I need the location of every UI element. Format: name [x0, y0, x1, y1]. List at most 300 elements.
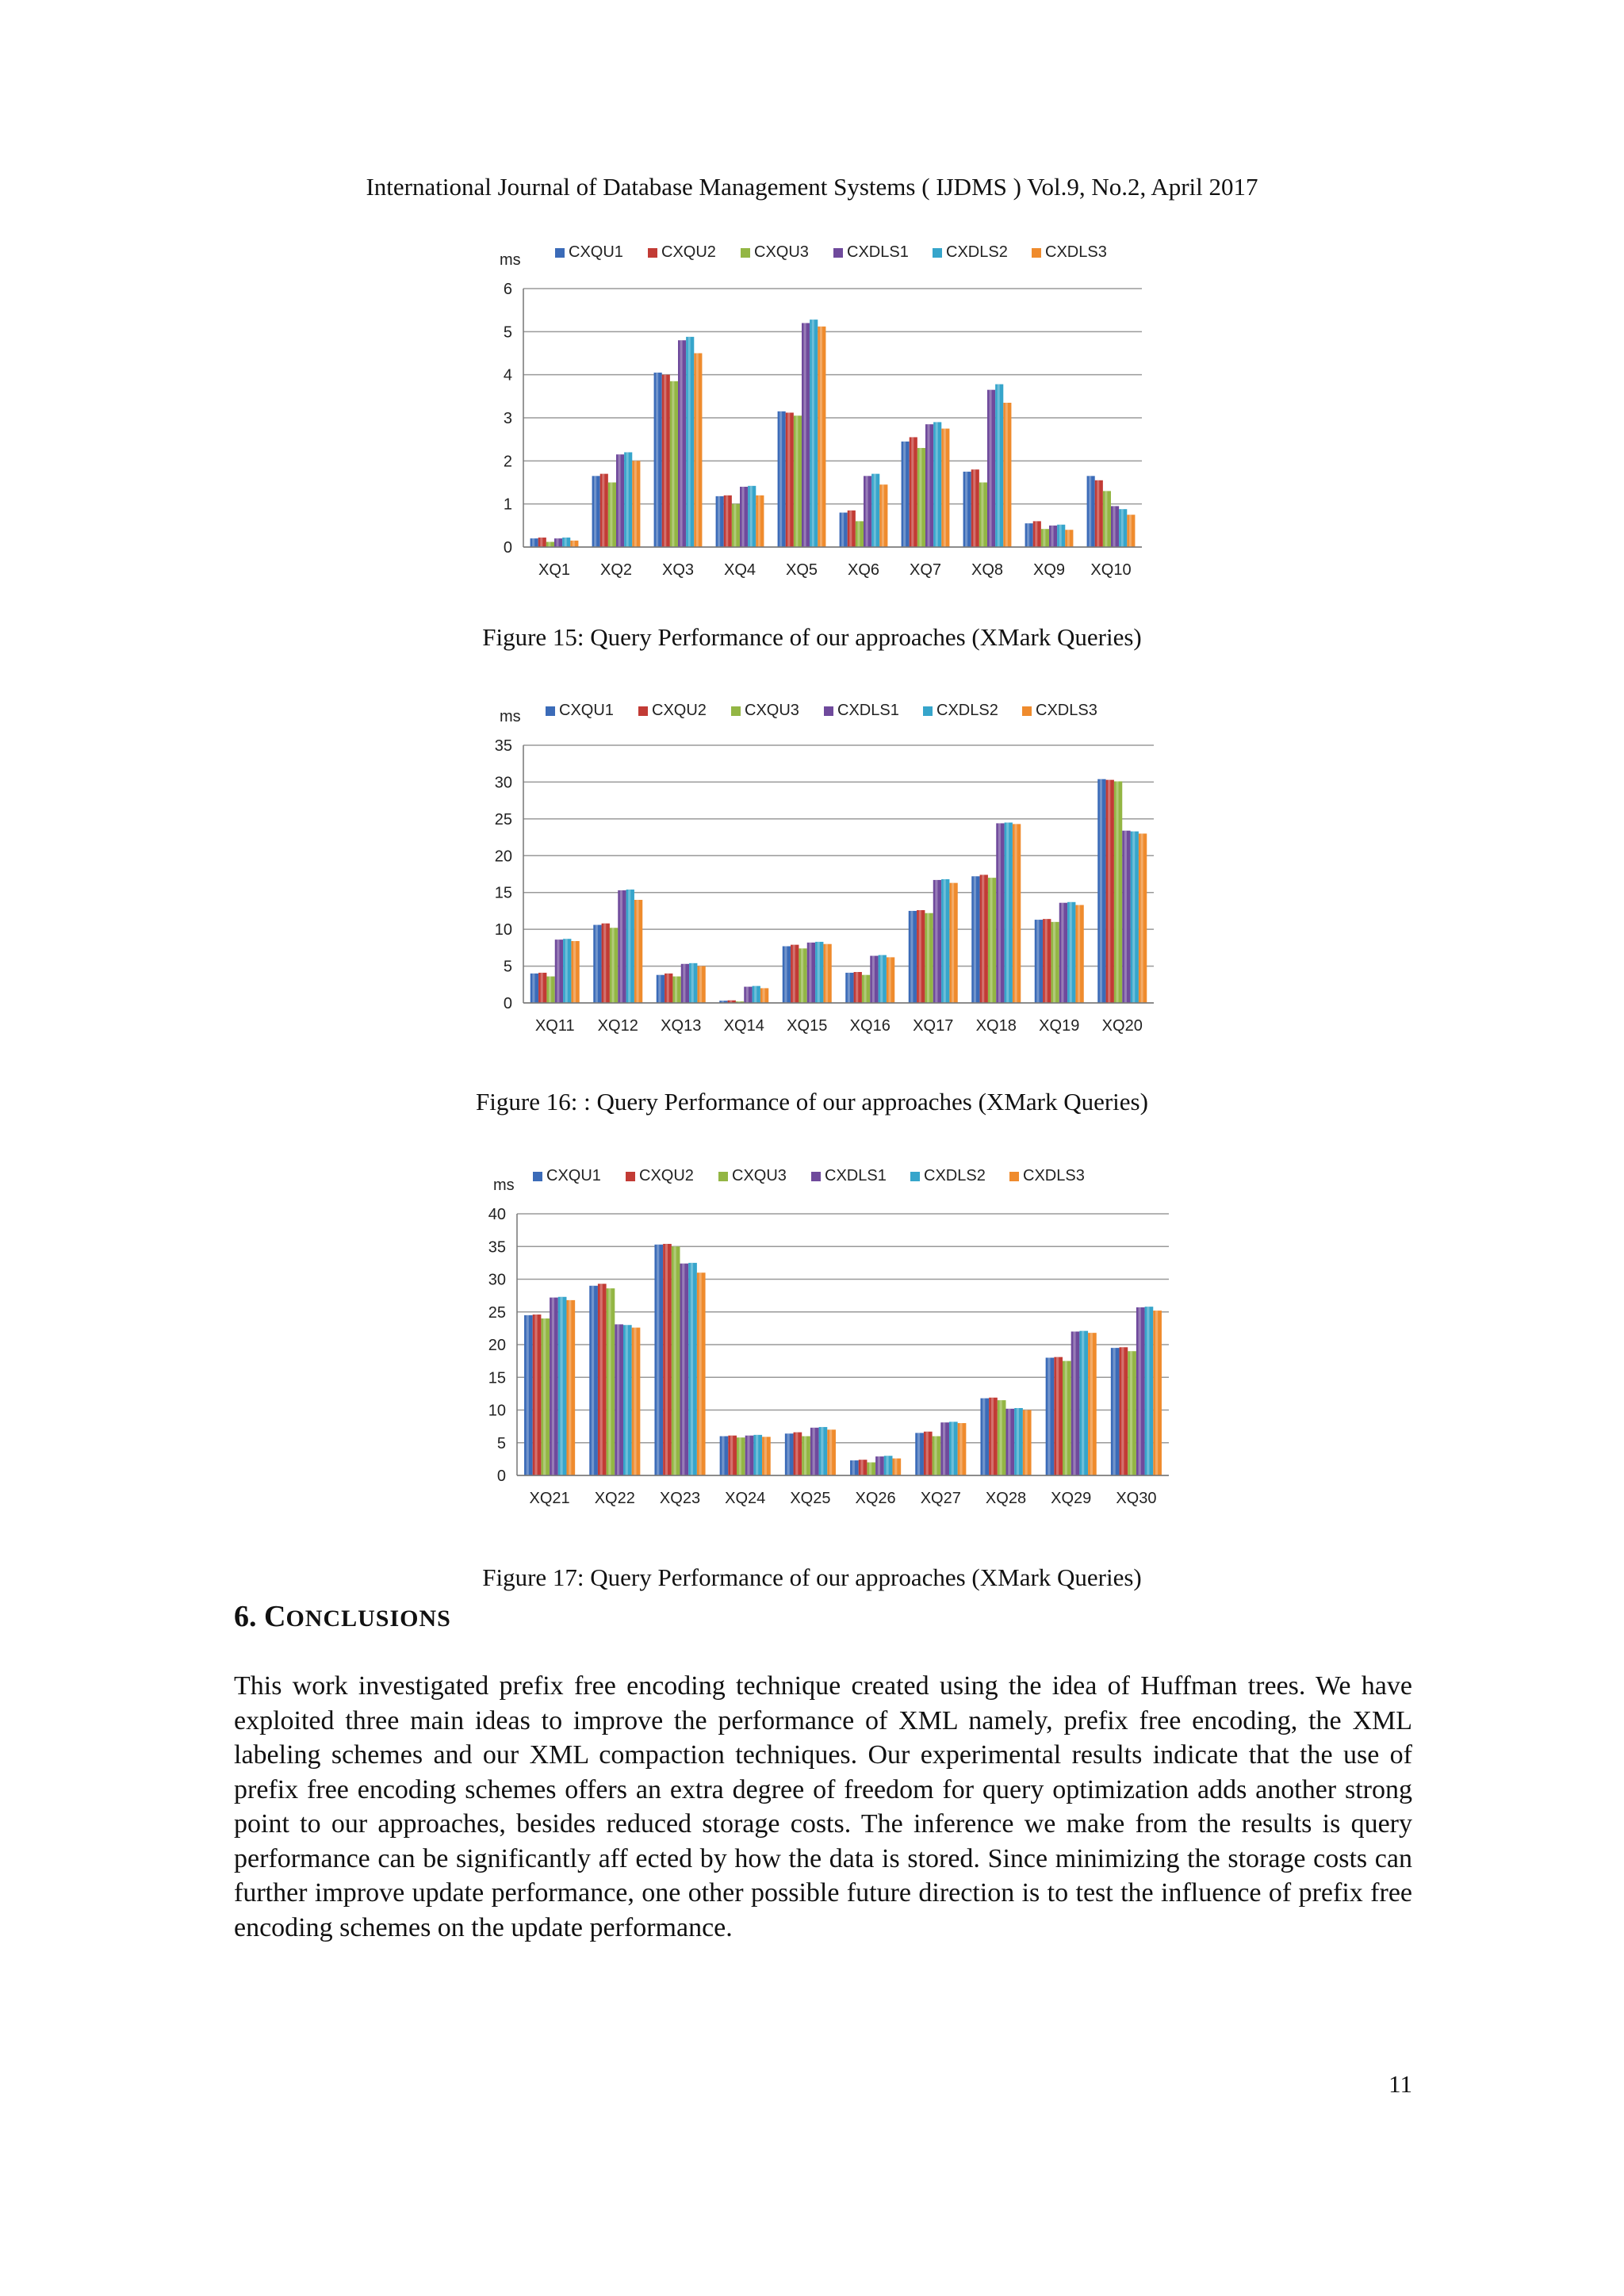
bar [1041, 529, 1049, 547]
legend-swatch [824, 706, 833, 716]
bar-highlight [866, 476, 868, 547]
bar-highlight [1065, 1361, 1067, 1475]
bar-highlight [532, 974, 534, 1003]
bar-highlight [919, 448, 921, 547]
bar-highlight [565, 538, 567, 547]
y-tick-label: 20 [488, 1337, 506, 1354]
bar [538, 973, 546, 1003]
y-axis-label: ms [493, 1177, 515, 1194]
y-tick-label: 25 [488, 1303, 506, 1322]
bar-highlight [917, 1433, 920, 1475]
bar [864, 476, 871, 547]
bar [753, 986, 760, 1003]
bar [971, 469, 979, 547]
bar-highlight [1113, 506, 1116, 547]
bar [818, 327, 825, 547]
bar [530, 538, 538, 547]
bar-highlight [1035, 521, 1037, 547]
bar-highlight [857, 521, 860, 547]
bar-highlight [943, 1422, 945, 1475]
bar-highlight [1027, 523, 1029, 547]
bar [607, 1288, 615, 1475]
bar-highlight [626, 452, 629, 547]
x-tick-label: XQ7 [909, 561, 942, 579]
legend-swatch [626, 1172, 635, 1181]
bar [925, 913, 933, 1003]
x-tick-label: XQ20 [1101, 1017, 1143, 1035]
bar-highlight [1015, 824, 1017, 1003]
bar [740, 487, 748, 547]
figure-15-svg [476, 238, 1158, 595]
bar-highlight [1132, 832, 1135, 1003]
bar-highlight [722, 1437, 724, 1476]
bar [623, 1325, 632, 1475]
bar-highlight [784, 947, 787, 1004]
x-tick-label: XQ1 [538, 561, 571, 579]
bar-highlight [982, 1399, 985, 1475]
bar-highlight [548, 541, 550, 547]
legend-label: CXQU2 [652, 702, 707, 719]
bar [1013, 824, 1021, 1003]
figure-17-caption: Figure 17: Query Performance of our approaches (XMark Queries) [482, 1563, 1142, 1591]
bar-highlight [1090, 1333, 1093, 1475]
legend-label: CXDLS2 [924, 1167, 986, 1184]
bar-highlight [1097, 480, 1099, 547]
bar [941, 429, 949, 547]
bar [562, 538, 570, 547]
bar [555, 939, 563, 1003]
bar-highlight [764, 1437, 767, 1475]
bar [867, 1463, 875, 1476]
bar-highlight [990, 390, 992, 547]
bar [1122, 831, 1130, 1003]
bar-highlight [820, 327, 822, 547]
x-tick-label: XQ24 [725, 1490, 766, 1507]
x-tick-label: XQ9 [1032, 561, 1066, 579]
y-tick-label: 30 [488, 1271, 506, 1289]
bar [917, 910, 925, 1003]
bar [856, 521, 864, 547]
bar-highlight [656, 373, 658, 547]
bar [971, 876, 979, 1003]
y-axis-label: ms [500, 708, 521, 725]
section-title-initial: C [264, 1600, 286, 1633]
legend-label: CXQU3 [732, 1167, 787, 1184]
bar-highlight [927, 913, 929, 1003]
bar-highlight [1073, 1332, 1075, 1476]
figure-15-chart [476, 238, 1158, 595]
bar [570, 541, 578, 547]
bar-highlight [594, 476, 596, 547]
bar [995, 385, 1003, 547]
bar-highlight [880, 955, 883, 1003]
bar-highlight [626, 1325, 628, 1475]
bar [762, 1437, 771, 1475]
bar [871, 474, 879, 547]
bar-highlight [665, 1244, 668, 1475]
x-tick-label: XQ27 [920, 1490, 961, 1507]
bar-highlight [1105, 491, 1107, 547]
bar [778, 411, 786, 547]
bar-highlight [934, 1437, 936, 1476]
bar [1063, 1361, 1071, 1475]
bar [1131, 832, 1139, 1003]
x-tick-label: XQ26 [855, 1490, 896, 1507]
bar [632, 1328, 641, 1475]
bar-highlight [998, 823, 1001, 1003]
bar [902, 442, 910, 547]
bar-highlight [1061, 903, 1063, 1003]
bar-highlight [756, 1435, 758, 1475]
bar-highlight [569, 1300, 571, 1475]
figure-16-svg [476, 694, 1174, 1054]
bar-highlight [673, 1246, 676, 1475]
bar-highlight [1108, 780, 1110, 1003]
bar-highlight [1053, 922, 1055, 1003]
bar-highlight [1100, 779, 1102, 1003]
legend-swatch [1032, 248, 1041, 258]
bar [1051, 922, 1059, 1003]
bar [850, 1460, 859, 1475]
bar-highlight [733, 504, 736, 547]
bar [979, 483, 987, 548]
bar [799, 948, 806, 1003]
bar [524, 1315, 533, 1475]
bar [745, 1436, 754, 1475]
bar [756, 496, 764, 547]
bar [634, 900, 642, 1003]
bar [753, 1435, 762, 1475]
legend-swatch [533, 1172, 542, 1181]
bar [602, 924, 610, 1003]
x-tick-label: XQ22 [594, 1490, 635, 1507]
y-tick-label: 10 [494, 921, 512, 939]
bar-highlight [739, 1437, 741, 1475]
bar-highlight [1130, 1351, 1132, 1475]
bar [598, 1284, 607, 1475]
bar-highlight [1124, 831, 1127, 1003]
bar-highlight [699, 1272, 702, 1475]
y-tick-label: 5 [503, 958, 512, 976]
bar-highlight [935, 880, 937, 1003]
bar-highlight [1006, 823, 1009, 1004]
bar [724, 496, 732, 547]
bar-highlight [812, 320, 814, 547]
bar [1127, 515, 1135, 547]
legend-swatch [1022, 706, 1032, 716]
bar [615, 1324, 623, 1475]
bar-highlight [680, 340, 683, 547]
bar-highlight [634, 461, 637, 547]
bar [1035, 920, 1043, 1003]
bar [665, 974, 672, 1003]
legend-label: CXDLS1 [837, 702, 899, 719]
bar [807, 943, 815, 1003]
bar-highlight [965, 472, 967, 547]
bar [802, 1437, 810, 1476]
bar [794, 1433, 802, 1475]
bar-highlight [532, 538, 534, 547]
bar [879, 955, 887, 1003]
bar-highlight [541, 973, 543, 1003]
bar-highlight [952, 1422, 954, 1475]
bar [1145, 1307, 1154, 1475]
bar [940, 1422, 949, 1475]
legend-swatch [923, 706, 933, 716]
y-tick-label: 4 [503, 366, 512, 385]
bar-highlight [602, 474, 604, 547]
x-tick-label: XQ16 [849, 1017, 891, 1035]
bar [608, 483, 616, 548]
page-number: 11 [1388, 2070, 1412, 2098]
bar-highlight [818, 942, 820, 1003]
bar-highlight [829, 1429, 832, 1475]
bar [910, 437, 917, 547]
bar-highlight [864, 975, 866, 1003]
bar [1023, 1410, 1032, 1476]
bar [744, 987, 752, 1003]
bar-highlight [691, 1263, 693, 1475]
bar-highlight [611, 928, 614, 1003]
bar-highlight [1129, 515, 1132, 547]
bar [1014, 1408, 1023, 1475]
section-heading [234, 1599, 451, 1634]
bar [862, 975, 870, 1003]
bar [949, 883, 957, 1003]
bar [720, 1437, 729, 1476]
bar [933, 880, 941, 1003]
bar [1139, 833, 1147, 1003]
bar [680, 1264, 689, 1475]
bar-highlight [886, 1456, 888, 1475]
x-tick-label: XQ17 [913, 1017, 954, 1035]
bar [1057, 525, 1065, 547]
bar [689, 963, 697, 1003]
bar-highlight [573, 941, 576, 1003]
bar [887, 957, 894, 1003]
bar-highlight [821, 1427, 823, 1475]
bar-highlight [1078, 905, 1080, 1004]
bar-highlight [608, 1288, 611, 1475]
legend-swatch [811, 1172, 821, 1181]
bar-highlight [944, 879, 946, 1003]
bar [1067, 902, 1075, 1003]
bar [566, 1300, 575, 1475]
bar [915, 1433, 924, 1475]
bar-highlight [1155, 1311, 1158, 1475]
bar [1106, 780, 1114, 1003]
legend-label: CXQU3 [745, 702, 799, 719]
legend-label: CXQU3 [754, 243, 809, 261]
bar [600, 474, 608, 547]
legend-swatch [718, 1172, 728, 1181]
legend-swatch [933, 248, 942, 258]
x-tick-label: XQ8 [971, 561, 1004, 579]
bar-highlight [809, 943, 811, 1003]
y-tick-label: 5 [503, 323, 512, 342]
legend-label: CXDLS1 [825, 1167, 887, 1184]
bar [563, 939, 571, 1003]
bar-highlight [664, 375, 666, 547]
bar [686, 337, 694, 547]
bar [980, 874, 988, 1003]
bar-highlight [990, 878, 992, 1003]
x-tick-label: XQ4 [723, 561, 756, 579]
bar-highlight [787, 412, 790, 547]
bar-highlight [801, 948, 803, 1003]
x-tick-label: XQ13 [661, 1017, 702, 1035]
bar-highlight [688, 337, 691, 547]
bar-highlight [557, 538, 559, 547]
bar-highlight [543, 1318, 546, 1475]
bar-highlight [1043, 529, 1045, 547]
bar-highlight [1113, 1348, 1116, 1475]
bar-highlight [848, 973, 850, 1003]
bar [1136, 1307, 1145, 1475]
bar-highlight [634, 1328, 636, 1475]
bar-highlight [628, 890, 630, 1003]
bar [1111, 506, 1119, 547]
bar-highlight [787, 1433, 790, 1475]
bar [1059, 903, 1067, 1003]
x-tick-label: XQ23 [659, 1490, 701, 1507]
bar [1065, 530, 1073, 547]
bar-highlight [592, 1286, 594, 1475]
bar-highlight [889, 957, 891, 1003]
bar [1049, 526, 1057, 547]
bar-highlight [758, 496, 760, 547]
bar [657, 975, 665, 1003]
x-tick-label: XQ28 [985, 1490, 1027, 1507]
bar [654, 1245, 663, 1475]
bar [1025, 523, 1033, 547]
bar [879, 484, 887, 547]
bar [1114, 782, 1122, 1004]
bar-highlight [919, 910, 921, 1003]
bar [815, 942, 823, 1003]
bar-highlight [860, 1460, 863, 1475]
bar [845, 973, 853, 1003]
bar [892, 1459, 901, 1475]
bar-highlight [1121, 1347, 1124, 1475]
bar-highlight [1121, 509, 1124, 547]
x-tick-label: XQ25 [790, 1490, 831, 1507]
bar-highlight [750, 486, 753, 547]
bar [1128, 1351, 1136, 1475]
bar-highlight [779, 411, 782, 547]
bar [933, 1437, 941, 1476]
bar-highlight [841, 513, 844, 547]
bar [610, 928, 618, 1003]
bar-highlight [1005, 403, 1008, 547]
bar [538, 538, 546, 547]
y-tick-label: 35 [488, 1238, 506, 1257]
bar-highlight [573, 541, 575, 547]
bar-highlight [552, 1298, 554, 1475]
bar-highlight [637, 900, 639, 1003]
bar [694, 354, 702, 548]
bar [989, 1398, 998, 1475]
bar-highlight [894, 1459, 897, 1475]
legend-label: CXQU2 [661, 243, 716, 261]
bar-highlight [795, 415, 798, 547]
bar [697, 966, 705, 1003]
legend-swatch [910, 1172, 920, 1181]
bar [678, 340, 686, 547]
bar [728, 1436, 737, 1475]
bar-highlight [928, 424, 930, 547]
bar-highlight [658, 975, 661, 1003]
bar-highlight [696, 354, 699, 548]
bar-highlight [1025, 1410, 1028, 1476]
bar [980, 1399, 989, 1475]
bar [672, 977, 680, 1003]
bar-highlight [959, 1423, 962, 1475]
y-tick-label: 1 [503, 496, 512, 514]
bar [550, 1298, 558, 1475]
legend-label: CXDLS3 [1036, 702, 1097, 719]
bar [859, 1460, 868, 1475]
bar [1087, 476, 1095, 547]
bar [786, 412, 794, 547]
bar-highlight [675, 977, 677, 1003]
y-tick-label: 15 [488, 1369, 506, 1387]
bar-highlight [1059, 525, 1062, 547]
bar-highlight [754, 986, 756, 1003]
x-tick-label: XQ12 [597, 1017, 638, 1035]
bar [1046, 1358, 1055, 1476]
y-tick-label: 2 [503, 453, 512, 471]
bar [618, 890, 626, 1003]
bar-highlight [610, 483, 612, 548]
bar [737, 1437, 745, 1475]
bar [662, 375, 670, 547]
legend-swatch [1009, 1172, 1019, 1181]
bar-highlight [882, 484, 884, 547]
figure-16-chart [476, 694, 1174, 1054]
legend-label: CXDLS2 [936, 702, 998, 719]
bar [589, 1286, 598, 1475]
bar-highlight [557, 939, 559, 1003]
bar [624, 452, 632, 547]
bar-highlight [742, 487, 745, 547]
y-tick-label: 0 [496, 1468, 506, 1485]
bar [554, 538, 562, 547]
x-tick-label: XQ21 [529, 1490, 570, 1507]
bar-highlight [991, 1398, 994, 1475]
bar [810, 1428, 819, 1475]
legend-swatch [741, 248, 750, 258]
running-header: International Journal of Database Management Systems ( IJDMS ) Vol.9, No.2, April 2017 [366, 173, 1258, 201]
bar [592, 476, 600, 547]
bar [791, 945, 799, 1003]
bar [996, 823, 1004, 1003]
bar-highlight [998, 385, 1000, 547]
bar-highlight [981, 483, 983, 548]
bar [1043, 919, 1051, 1003]
bar [848, 511, 856, 547]
bar [546, 977, 554, 1003]
bar-highlight [795, 1433, 798, 1475]
bar-highlight [1017, 1408, 1019, 1475]
bar-highlight [944, 429, 946, 547]
x-tick-label: XQ14 [723, 1017, 764, 1035]
y-tick-label: 6 [503, 281, 512, 298]
figure-17-chart [460, 1161, 1189, 1526]
bar-highlight [1056, 1357, 1059, 1475]
bar [949, 1422, 958, 1475]
legend-swatch [731, 706, 741, 716]
